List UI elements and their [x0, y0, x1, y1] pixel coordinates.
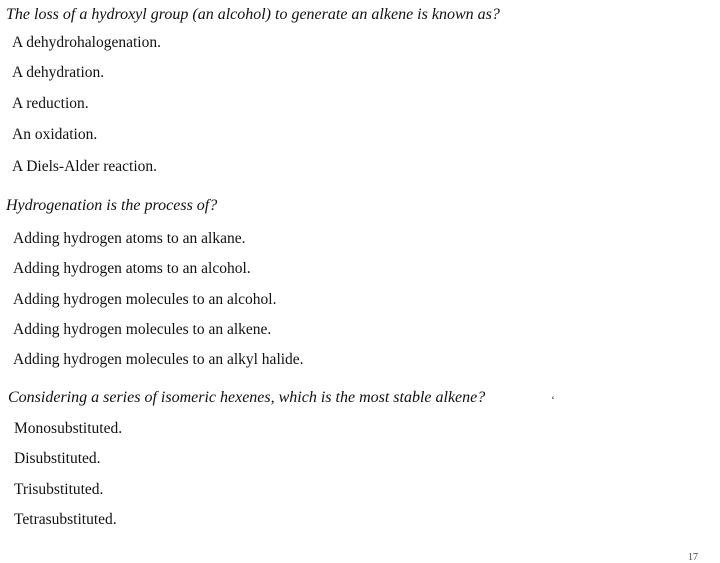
- question-1-option-2: A dehydration.: [12, 64, 105, 81]
- question-1-option-1: A dehydrohalogenation.: [12, 34, 161, 51]
- question-2-option-1: Adding hydrogen atoms to an alkane.: [13, 230, 246, 247]
- question-2-option-4: Adding hydrogen molecules to an alkene.: [13, 321, 272, 338]
- question-3-option-3: Trisubstituted.: [14, 481, 104, 498]
- question-3-option-1: Monosubstituted.: [14, 420, 123, 437]
- page-number: 17: [688, 552, 698, 563]
- question-2-text: Hydrogenation is the process of?: [6, 197, 218, 214]
- question-2-option-2: Adding hydrogen atoms to an alcohol.: [13, 260, 251, 277]
- question-1-option-3: A reduction.: [12, 95, 89, 112]
- question-1-option-4: An oxidation.: [12, 126, 98, 143]
- question-2-option-5: Adding hydrogen molecules to an alkyl halide.: [13, 351, 304, 368]
- question-3-text: Considering a series of isomeric hexenes, which is the most stable alkene?: [8, 389, 486, 406]
- question-1-option-5: A Diels-Alder reaction.: [12, 158, 158, 175]
- question-3-option-4: Tetrasubstituted.: [14, 511, 117, 528]
- question-3-option-2: Disubstituted.: [14, 450, 101, 467]
- question-1-text: The loss of a hydroxyl group (an alcohol) to generate an alkene is known as?: [6, 6, 500, 23]
- stray-mark: ‘: [551, 393, 555, 407]
- question-2-option-3: Adding hydrogen molecules to an alcohol.: [13, 291, 277, 308]
